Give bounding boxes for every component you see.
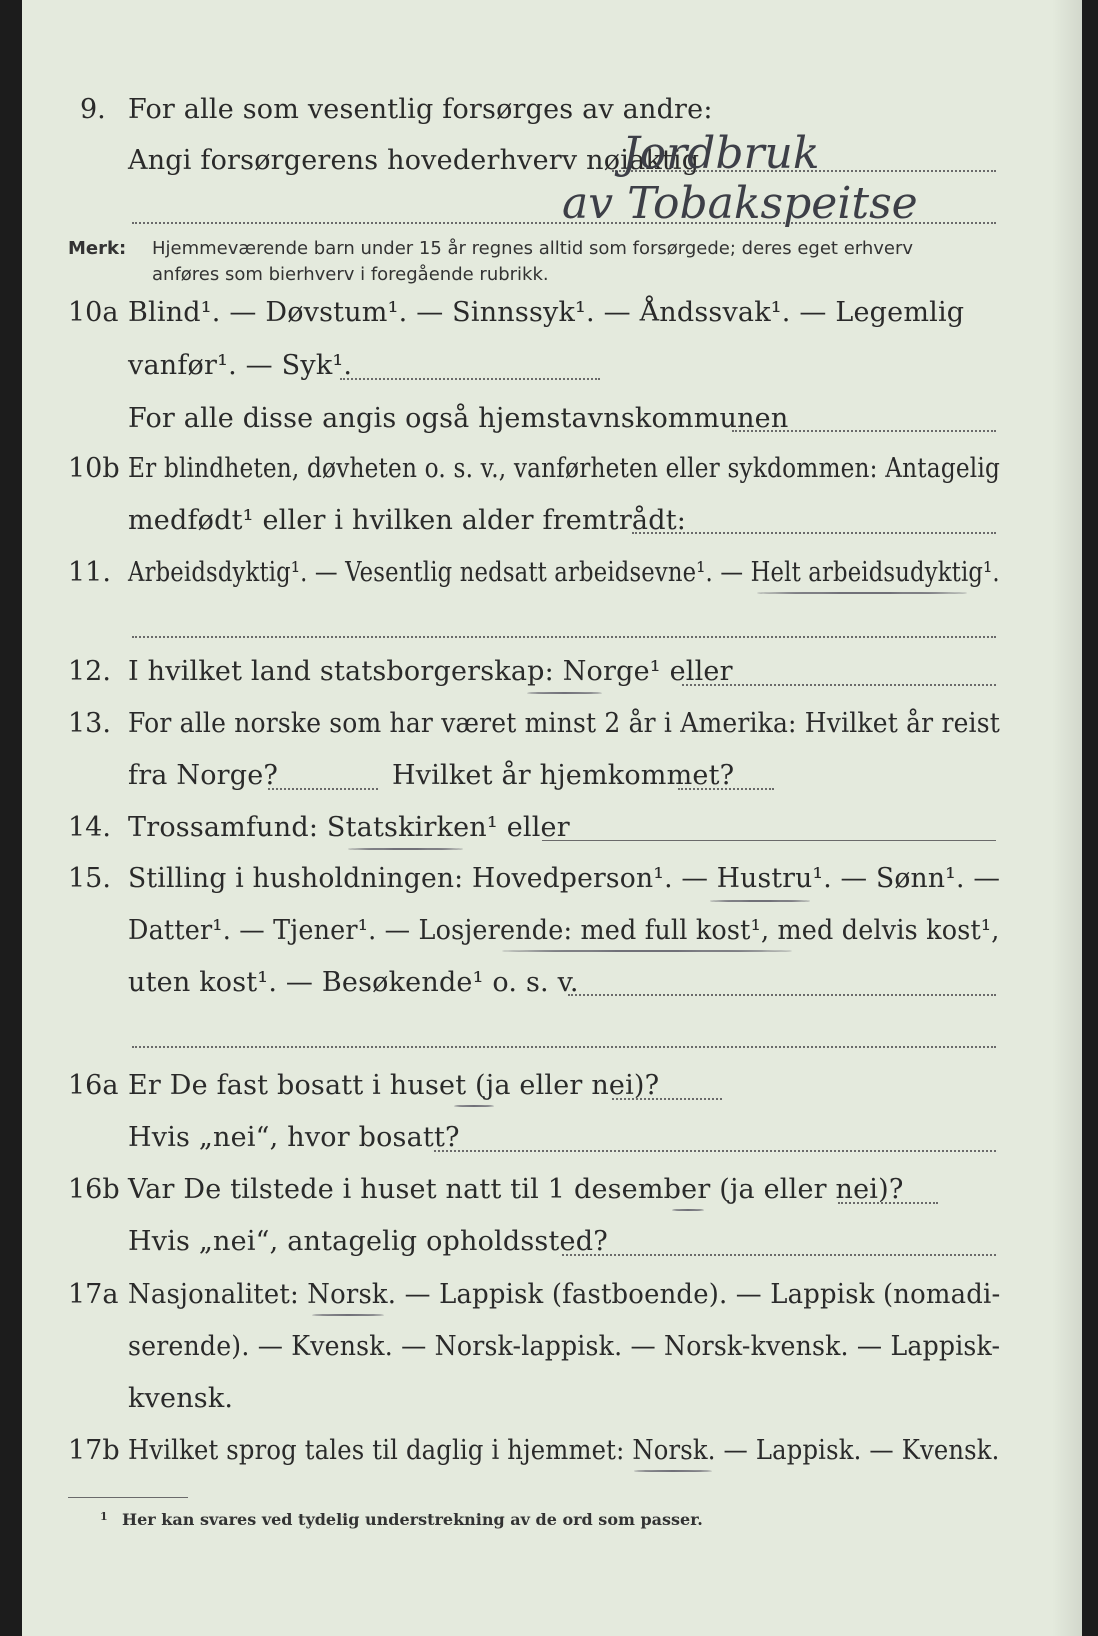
merk-line2: anføres som bierhverv i foregående rubrikk. <box>152 264 549 285</box>
q16a-bosatt-line <box>434 1150 996 1152</box>
q13-reist-line <box>268 788 378 790</box>
q10b-line2: medfødt¹ eller i hvilken alder fremtrådt: <box>128 505 687 536</box>
q9-handwritten-answer2: av Tobakspeitse <box>562 178 918 229</box>
q10b-answer-line <box>632 532 996 534</box>
footnote-mark: 1 <box>100 1510 108 1523</box>
q11-underline-mark <box>757 592 967 594</box>
q16b-answer-line <box>838 1202 938 1204</box>
q16b-line2: Hvis „nei“, antagelig opholdssted? <box>128 1226 608 1257</box>
q14-underline-mark <box>348 848 463 850</box>
q15-strike-mark <box>502 950 792 952</box>
q16a-line2: Hvis „nei“, hvor bosatt? <box>128 1122 460 1153</box>
q10a-line1: Blind¹. — Døvstum¹. — Sinnssyk¹. — Åndssvak¹. — Legemlig <box>128 297 965 328</box>
page-edge-shadow <box>1052 0 1082 1636</box>
q12-number: 12. <box>68 656 111 687</box>
q9-handwritten-answer1: Jordbruk <box>622 128 820 179</box>
q17b-underline-norsk <box>634 1470 712 1472</box>
q10a-line2: vanfør¹. — Syk¹. <box>128 350 353 381</box>
q15-number: 15. <box>68 863 111 894</box>
q13-line2b: Hvilket år hjemkommet? <box>392 760 735 791</box>
q17b-line1: Hvilket sprog tales til daglig i hjemmet: Norsk. — Lappisk. — Kvensk. <box>128 1435 1000 1466</box>
q17a-line2: serende). — Kvensk. — Norsk-lappisk. — Norsk-kvensk. — Lappisk- <box>128 1331 1001 1362</box>
q13-number: 13. <box>68 708 111 739</box>
q16b-opholdssted-line <box>562 1254 996 1256</box>
merk-label: Merk: <box>68 238 127 259</box>
q16a-line1: Er De fast bosatt i huset (ja eller nei)? <box>128 1070 660 1101</box>
q15-answer-line1 <box>568 994 996 996</box>
q11-line1: Arbeidsdyktig¹. — Vesentlig nedsatt arbeidsevne¹. — Helt arbeidsudyktig¹. <box>128 557 1000 588</box>
census-form-page <box>22 0 1082 1636</box>
q17a-underline-norsk <box>312 1314 384 1316</box>
q10a-syk-line <box>340 378 600 380</box>
q14-line1: Trossamfund: Statskirken¹ eller <box>128 812 570 843</box>
q15-underline-hustru <box>710 900 810 902</box>
q13-line1: For alle norske som har været minst 2 år i Amerika: Hvilket år reist <box>128 708 1000 739</box>
q17b-number: 17b <box>68 1435 120 1466</box>
q14-number: 14. <box>68 812 111 843</box>
q16a-answer-line <box>612 1098 722 1100</box>
footnote-rule <box>68 1497 188 1498</box>
q13-hjemkommet-line <box>678 788 774 790</box>
q16b-line1: Var De tilstede i huset natt til 1 desember (ja eller nei)? <box>128 1174 904 1205</box>
q9-number: 9. <box>80 94 106 125</box>
q10a-kommune-line <box>732 430 996 432</box>
q16a-number: 16a <box>68 1070 119 1101</box>
q17a-line1: Nasjonalitet: Norsk. — Lappisk (fastboende). — Lappisk (nomadi- <box>128 1279 1001 1310</box>
q10a-number: 10a <box>68 297 119 328</box>
q12-underline-mark <box>527 692 602 694</box>
q10a-line3: For alle disse angis også hjemstavnskommunen <box>128 403 789 434</box>
q15-answer-line2 <box>132 1046 996 1048</box>
merk-line1: Hjemmeværende barn under 15 år regnes alltid som forsørgede; deres eget erhverv <box>152 238 914 259</box>
q14-answer-line <box>542 840 996 841</box>
q10b-line1: Er blindheten, døvheten o. s. v., vanførheten eller sykdommen: Antagelig <box>128 453 1000 484</box>
q15-line2: Datter¹. — Tjener¹. — Losjerende: med full kost¹, med delvis kost¹, <box>128 915 1000 946</box>
q9-line1: For alle som vesentlig forsørges av andre: <box>128 94 713 125</box>
q15-line1: Stilling i husholdningen: Hovedperson¹. — Hustru¹. — Sønn¹. — <box>128 863 1001 894</box>
q17a-line3: kvensk. <box>128 1383 234 1414</box>
q16a-underline-ja <box>454 1105 494 1107</box>
q17a-number: 17a <box>68 1279 119 1310</box>
q11-number: 11. <box>68 557 111 588</box>
q16b-number: 16b <box>68 1174 120 1205</box>
footnote-text: Her kan svares ved tydelig understrekning av de ord som passer. <box>122 1510 703 1529</box>
q16b-underline-ja <box>672 1209 704 1211</box>
q12-line1: I hvilket land statsborgerskap: Norge¹ eller <box>128 656 733 687</box>
q10b-number: 10b <box>68 453 120 484</box>
q12-answer-line <box>682 684 996 686</box>
q13-line2a: fra Norge? <box>128 760 279 791</box>
q15-line3: uten kost¹. — Besøkende¹ o. s. v. <box>128 967 579 998</box>
q11-answer-line <box>132 636 996 638</box>
q9-line2: Angi forsørgerens hovederhverv nøiaktig <box>128 145 700 176</box>
